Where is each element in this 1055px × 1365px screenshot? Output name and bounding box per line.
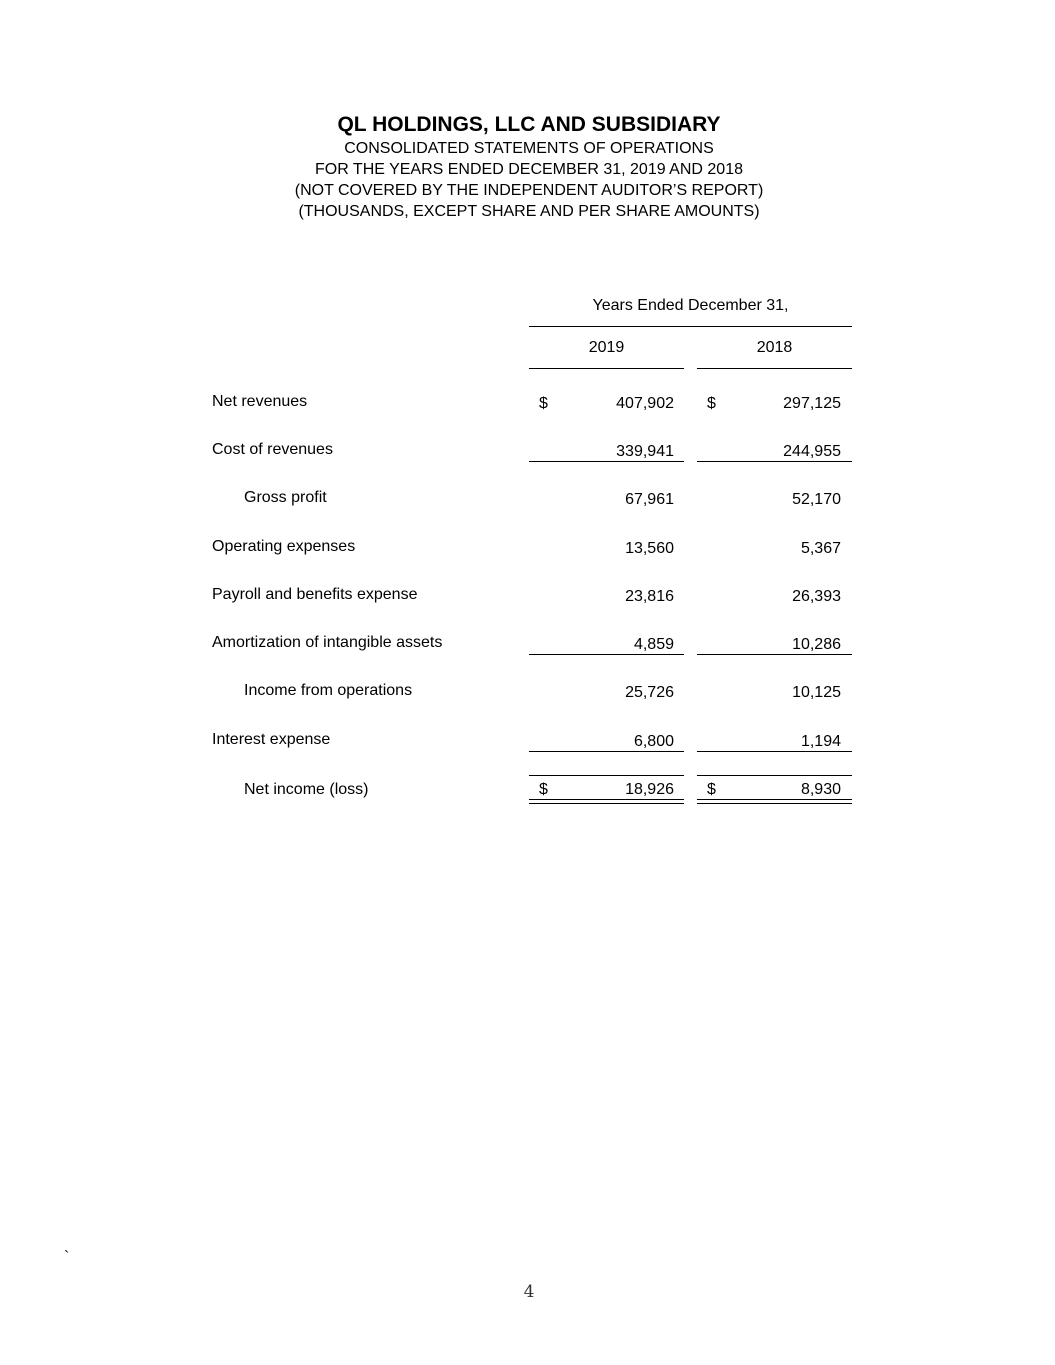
row-label-payroll-benefits: Payroll and benefits expense [212,586,418,603]
income-from-operations-2018: 10,125 [792,684,841,701]
amortization-2019: 4,859 [633,636,674,653]
units-note: (THOUSANDS, EXCEPT SHARE AND PER SHARE AMOUNTS) [298,203,760,220]
row-label-interest-expense: Interest expense [212,731,331,748]
operating-expenses-2019: 13,560 [625,540,674,557]
cost-of-revenues-2018: 244,955 [783,443,841,460]
total-double-rule-2019 [529,799,684,804]
subtotal-rule-2018 [697,751,852,752]
net-revenues-2019: 407,902 [616,395,674,412]
currency-symbol: $ [707,395,716,412]
total-top-rule-2018 [697,775,852,776]
column-header-2019: 2019 [588,339,625,356]
currency-symbol: $ [539,781,548,798]
operating-expenses-2018: 5,367 [800,540,841,557]
column-header-2018: 2018 [756,339,793,356]
stray-mark: ` [64,1249,70,1266]
row-label-cost-of-revenues: Cost of revenues [212,441,333,458]
currency-symbol: $ [707,781,716,798]
payroll-benefits-2019: 23,816 [625,588,674,605]
cost-of-revenues-2019: 339,941 [616,443,674,460]
total-double-rule-2018 [697,799,852,804]
row-label-amortization: Amortization of intangible assets [212,634,443,651]
subtotal-rule-2019 [529,751,684,752]
row-label-gross-profit: Gross profit [244,489,327,506]
payroll-benefits-2018: 26,393 [792,588,841,605]
company-name: QL HOLDINGS, LLC AND SUBSIDIARY [337,113,721,136]
page-number: 4 [523,1282,535,1302]
column-header-rule-2018 [697,368,852,369]
subtotal-rule-2018 [697,654,852,655]
statement-title: CONSOLIDATED STATEMENTS OF OPERATIONS [344,140,714,157]
column-header-rule-2019 [529,368,684,369]
row-label-income-from-operations: Income from operations [244,682,413,699]
interest-expense-2019: 6,800 [633,733,674,750]
net-revenues-2018: 297,125 [783,395,841,412]
net-income-2018: 8,930 [800,781,841,798]
total-top-rule-2019 [529,775,684,776]
row-label-net-income: Net income (loss) [244,781,369,798]
statement-header [0,112,1055,222]
currency-symbol: $ [539,395,548,412]
row-label-operating-expenses: Operating expenses [212,538,356,555]
subtotal-rule-2019 [529,654,684,655]
subtotal-rule-2018 [697,461,852,462]
income-from-operations-2019: 25,726 [625,684,674,701]
gross-profit-2018: 52,170 [792,491,841,508]
row-label-net-revenues: Net revenues [212,393,308,410]
gross-profit-2019: 67,961 [625,491,674,508]
interest-expense-2018: 1,194 [800,733,841,750]
net-income-2019: 18,926 [625,781,674,798]
column-group-rule [529,326,852,327]
audit-note: (NOT COVERED BY THE INDEPENDENT AUDITOR’S REPORT) [294,182,764,199]
column-group-header: Years Ended December 31, [592,297,789,314]
amortization-2018: 10,286 [792,636,841,653]
subtotal-rule-2019 [529,461,684,462]
statement-period: FOR THE YEARS ENDED DECEMBER 31, 2019 AND 2018 [314,161,743,178]
